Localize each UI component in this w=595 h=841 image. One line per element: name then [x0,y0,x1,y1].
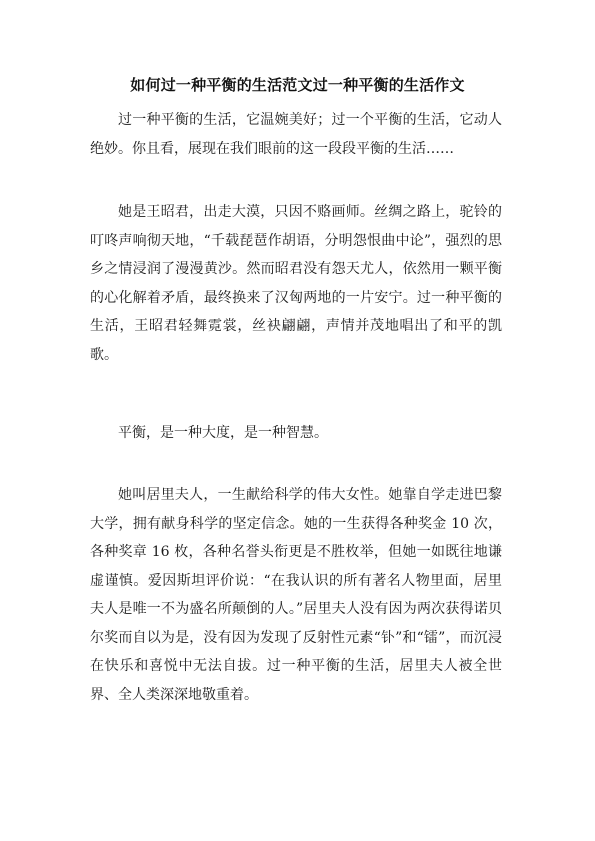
document-title: 如何过一种平衡的生活范文过一种平衡的生活作文 [130,76,465,94]
paragraph-balance-wisdom: 平衡，是一种大度，是一种智慧。 [118,425,328,441]
paragraph-marie-curie: 她叫居里夫人，一生献给科学的伟大女性。她靠自学走进巴黎大学，拥有献身科学的坚定信念。她的一生获得各种奖金 10 次，各种奖章 16 枚，各种名誉头衔更是不胜枚举，但她一如既往地谦虚谨慎。爱因斯坦评价说：“在我认识的所有著名人物里面，居里夫人是唯一不为盛名所颠倒的人。”居里夫人没有因为两次获得诺贝尔奖而自以为是，没有因为发现了反射性元素“钋”和“镭”，而沉浸在快乐和喜悦中无法自拔。过一种平衡的生活，居里夫人被全世界、全人类深深地敬重着。 [90,487,502,703]
paragraph-intro: 过一种平衡的生活，它温婉美好；过一个平衡的生活，它动人绝妙。你且看，展现在我们眼前的这一段段平衡的生活…… [90,112,502,157]
paragraph-wang-zhaojun: 她是王昭君，出走大漠，只因不赂画师。丝绸之路上，驼铃的叮咚声响彻天地，“千载琵琶作胡语，分明怨恨曲中论”，强烈的思乡之情浸润了漫漫黄沙。然而昭君没有怨天尤人，依然用一颗平衡的心化解着矛盾，最终换来了汉匈两地的一片安宁。过一种平衡的生活，王昭君轻舞霓裳，丝袂翩翩，声情并茂地唱出了和平的凯歌。 [90,204,502,363]
